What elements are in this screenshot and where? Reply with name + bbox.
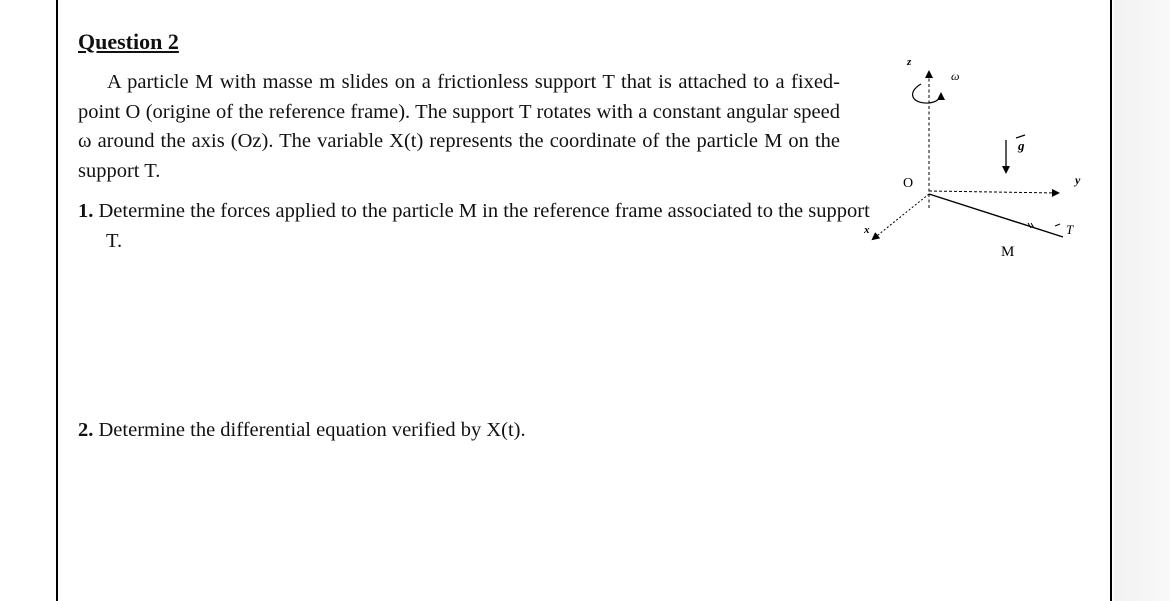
item-number: 1. [78,200,94,222]
z-axis-label: z [907,56,912,68]
rotation-arrow [913,84,941,103]
mechanics-figure [855,40,1105,270]
particle-label: M [1001,244,1015,260]
question-title: Question 2 [78,29,179,54]
support-rod [929,194,1063,237]
gravity-label: g [1018,138,1025,153]
problem-statement: A particle M with masse m slides on a frictionless support T that is attached to a fixed-point O (origine of the reference frame). The support T rotates with a constant angular speed ω around the axis (Oz). The variable X(t) represents the coordinate of the particle M on the support T. [78,71,840,182]
item-text: Determine the differential equation verified by X(t). [98,419,526,441]
support-hatch [1055,224,1060,226]
question-item-2 [78,416,871,446]
support-label: T [1066,222,1074,237]
page-margin [1114,0,1170,601]
item-number: 2. [78,419,94,441]
x-axis [873,194,929,239]
question-item-1 [78,197,871,256]
x-axis-label: x [864,224,870,236]
item-text: Determine the forces applied to the particle M in the reference frame associated to the support T. [98,200,870,252]
origin-label: O [903,176,914,191]
omega-label: ω [951,69,960,83]
y-axis-label: y [1075,173,1081,187]
y-axis [929,191,1058,193]
